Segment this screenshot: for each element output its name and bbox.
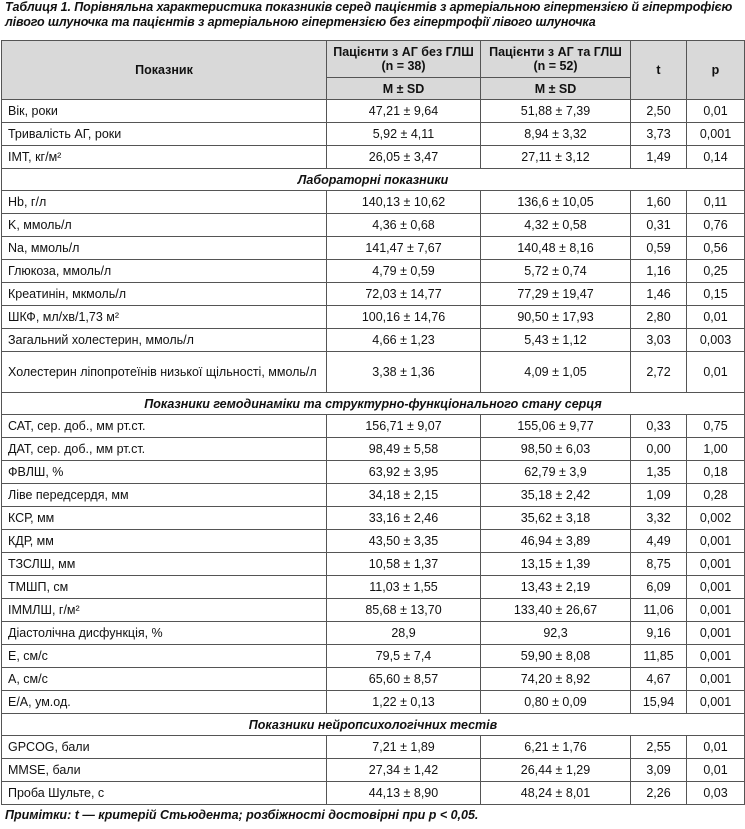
row-t-value: 2,50 — [631, 100, 687, 123]
row-group2-value: 133,40 ± 26,67 — [481, 599, 631, 622]
row-t-value: 3,32 — [631, 507, 687, 530]
row-group1-value: 34,18 ± 2,15 — [327, 484, 481, 507]
row-p-value: 0,001 — [687, 691, 745, 714]
row-t-value: 6,09 — [631, 576, 687, 599]
row-t-value: 0,00 — [631, 438, 687, 461]
table-row — [2, 645, 745, 668]
row-indicator-name: ТЗСЛШ, мм — [2, 553, 327, 576]
row-group1-value: 27,34 ± 1,42 — [327, 759, 481, 782]
row-group1-value: 26,05 ± 3,47 — [327, 146, 481, 169]
row-group1-value: 47,21 ± 9,64 — [327, 100, 481, 123]
row-p-value: 0,01 — [687, 759, 745, 782]
row-t-value: 2,55 — [631, 736, 687, 759]
row-group2-value: 4,32 ± 0,58 — [481, 214, 631, 237]
row-indicator-name: A, см/с — [2, 668, 327, 691]
row-p-value: 0,28 — [687, 484, 745, 507]
row-group2-value: 0,80 ± 0,09 — [481, 691, 631, 714]
table-row — [2, 484, 745, 507]
section-title: Лабораторні показники — [2, 169, 745, 191]
table-row — [2, 507, 745, 530]
row-t-value: 3,03 — [631, 329, 687, 352]
row-group2-value: 98,50 ± 6,03 — [481, 438, 631, 461]
row-p-value: 0,001 — [687, 645, 745, 668]
row-indicator-name: ФВЛШ, % — [2, 461, 327, 484]
row-group2-value: 13,43 ± 2,19 — [481, 576, 631, 599]
row-indicator-name: Ліве передсердя, мм — [2, 484, 327, 507]
table-row — [2, 260, 745, 283]
row-p-value: 0,001 — [687, 553, 745, 576]
header-group1: Пацієнти з АГ без ГЛШ (n = 38) — [327, 41, 481, 78]
row-p-value: 0,001 — [687, 530, 745, 553]
table-row — [2, 782, 745, 805]
row-group1-value: 43,50 ± 3,35 — [327, 530, 481, 553]
row-t-value: 4,49 — [631, 530, 687, 553]
row-indicator-name: GPCOG, бали — [2, 736, 327, 759]
row-p-value: 0,56 — [687, 237, 745, 260]
row-indicator-name: ІМТ, кг/м² — [2, 146, 327, 169]
row-t-value: 2,80 — [631, 306, 687, 329]
row-indicator-name: Вік, роки — [2, 100, 327, 123]
row-p-value: 0,76 — [687, 214, 745, 237]
table-caption: Таблиця 1. Порівняльна характеристика показників серед пацієнтів з артеріальною гіпертензією й гіпертрофією лівого шлуночка та пацієнтів з артеріальною гіпертензією без гіпертрофії лівого шлуночка — [5, 0, 733, 29]
table-row — [2, 759, 745, 782]
row-indicator-name: ТМШП, см — [2, 576, 327, 599]
table-row — [2, 123, 745, 146]
row-group2-value: 5,72 ± 0,74 — [481, 260, 631, 283]
table-row — [2, 352, 745, 393]
row-t-value: 1,09 — [631, 484, 687, 507]
row-indicator-name: КДР, мм — [2, 530, 327, 553]
row-t-value: 15,94 — [631, 691, 687, 714]
data-table — [1, 40, 745, 805]
row-indicator-name: Діастолічна дисфункція, % — [2, 622, 327, 645]
row-p-value: 0,01 — [687, 736, 745, 759]
row-p-value: 0,01 — [687, 306, 745, 329]
table-row — [2, 553, 745, 576]
row-group1-value: 4,36 ± 0,68 — [327, 214, 481, 237]
row-group2-value: 51,88 ± 7,39 — [481, 100, 631, 123]
row-indicator-name: КСР, мм — [2, 507, 327, 530]
row-indicator-name: E/A, ум.од. — [2, 691, 327, 714]
row-t-value: 3,73 — [631, 123, 687, 146]
row-indicator-name: ШКФ, мл/хв/1,73 м² — [2, 306, 327, 329]
row-group1-value: 141,47 ± 7,67 — [327, 237, 481, 260]
row-group2-value: 140,48 ± 8,16 — [481, 237, 631, 260]
row-group1-value: 72,03 ± 14,77 — [327, 283, 481, 306]
row-indicator-name: Креатинін, мкмоль/л — [2, 283, 327, 306]
row-indicator-name: Hb, г/л — [2, 191, 327, 214]
row-t-value: 1,46 — [631, 283, 687, 306]
row-t-value: 3,09 — [631, 759, 687, 782]
row-group2-value: 4,09 ± 1,05 — [481, 352, 631, 393]
table-row — [2, 461, 745, 484]
row-p-value: 0,01 — [687, 100, 745, 123]
row-group1-value: 4,79 ± 0,59 — [327, 260, 481, 283]
row-t-value: 0,59 — [631, 237, 687, 260]
row-p-value: 0,15 — [687, 283, 745, 306]
row-t-value: 2,72 — [631, 352, 687, 393]
table-row — [2, 283, 745, 306]
row-indicator-name: Глюкоза, ммоль/л — [2, 260, 327, 283]
section-header-row — [2, 714, 745, 736]
row-group2-value: 46,94 ± 3,89 — [481, 530, 631, 553]
header-msd-1: M ± SD — [327, 78, 481, 100]
header-msd-2: M ± SD — [481, 78, 631, 100]
row-group2-value: 13,15 ± 1,39 — [481, 553, 631, 576]
row-group1-value: 98,49 ± 5,58 — [327, 438, 481, 461]
row-group1-value: 1,22 ± 0,13 — [327, 691, 481, 714]
row-group1-value: 4,66 ± 1,23 — [327, 329, 481, 352]
header-group2: Пацієнти з АГ та ГЛШ (n = 52) — [481, 41, 631, 78]
row-p-value: 0,01 — [687, 352, 745, 393]
row-group1-value: 11,03 ± 1,55 — [327, 576, 481, 599]
table-row — [2, 736, 745, 759]
row-t-value: 1,16 — [631, 260, 687, 283]
row-t-value: 11,85 — [631, 645, 687, 668]
row-t-value: 1,49 — [631, 146, 687, 169]
row-t-value: 1,35 — [631, 461, 687, 484]
row-indicator-name: Загальний холестерин, ммоль/л — [2, 329, 327, 352]
row-group1-value: 63,92 ± 3,95 — [327, 461, 481, 484]
row-group1-value: 10,58 ± 1,37 — [327, 553, 481, 576]
row-group2-value: 27,11 ± 3,12 — [481, 146, 631, 169]
row-t-value: 9,16 — [631, 622, 687, 645]
row-group2-value: 59,90 ± 8,08 — [481, 645, 631, 668]
row-p-value: 1,00 — [687, 438, 745, 461]
row-group1-value: 28,9 — [327, 622, 481, 645]
row-indicator-name: K, ммоль/л — [2, 214, 327, 237]
row-indicator-name: ІММЛШ, г/м² — [2, 599, 327, 622]
row-p-value: 0,001 — [687, 668, 745, 691]
section-header-row — [2, 393, 745, 415]
row-group2-value: 8,94 ± 3,32 — [481, 123, 631, 146]
table-note: Примітки: t — критерій Стьюдента; розбіжності достовірні при p < 0,05. — [5, 808, 479, 822]
row-p-value: 0,03 — [687, 782, 745, 805]
row-group2-value: 77,29 ± 19,47 — [481, 283, 631, 306]
row-group1-value: 65,60 ± 8,57 — [327, 668, 481, 691]
table-row — [2, 668, 745, 691]
table-row — [2, 329, 745, 352]
header-p: p — [687, 41, 745, 100]
row-t-value: 0,31 — [631, 214, 687, 237]
row-group2-value: 155,06 ± 9,77 — [481, 415, 631, 438]
row-group2-value: 62,79 ± 3,9 — [481, 461, 631, 484]
row-p-value: 0,75 — [687, 415, 745, 438]
table-row — [2, 415, 745, 438]
table-row — [2, 691, 745, 714]
header-indicator: Показник — [2, 41, 327, 100]
row-group2-value: 74,20 ± 8,92 — [481, 668, 631, 691]
row-group1-value: 44,13 ± 8,90 — [327, 782, 481, 805]
row-t-value: 8,75 — [631, 553, 687, 576]
row-group2-value: 6,21 ± 1,76 — [481, 736, 631, 759]
table-body — [2, 100, 745, 805]
row-p-value: 0,18 — [687, 461, 745, 484]
row-group2-value: 136,6 ± 10,05 — [481, 191, 631, 214]
table-row — [2, 191, 745, 214]
row-t-value: 1,60 — [631, 191, 687, 214]
header-t: t — [631, 41, 687, 100]
section-header-row — [2, 169, 745, 191]
row-indicator-name: Na, ммоль/л — [2, 237, 327, 260]
row-p-value: 0,11 — [687, 191, 745, 214]
table-row — [2, 146, 745, 169]
row-indicator-name: САТ, сер. доб., мм рт.ст. — [2, 415, 327, 438]
section-title: Показники нейропсихологічних тестів — [2, 714, 745, 736]
table-row — [2, 100, 745, 123]
row-group1-value: 156,71 ± 9,07 — [327, 415, 481, 438]
table-row — [2, 599, 745, 622]
row-group2-value: 35,18 ± 2,42 — [481, 484, 631, 507]
row-p-value: 0,001 — [687, 123, 745, 146]
table-row — [2, 438, 745, 461]
table-row — [2, 306, 745, 329]
row-group2-value: 92,3 — [481, 622, 631, 645]
row-group2-value: 26,44 ± 1,29 — [481, 759, 631, 782]
row-group1-value: 85,68 ± 13,70 — [327, 599, 481, 622]
row-indicator-name: Проба Шульте, с — [2, 782, 327, 805]
table-row — [2, 237, 745, 260]
row-t-value: 11,06 — [631, 599, 687, 622]
row-p-value: 0,003 — [687, 329, 745, 352]
row-group1-value: 100,16 ± 14,76 — [327, 306, 481, 329]
table-row — [2, 576, 745, 599]
row-t-value: 0,33 — [631, 415, 687, 438]
row-group1-value: 79,5 ± 7,4 — [327, 645, 481, 668]
row-group2-value: 48,24 ± 8,01 — [481, 782, 631, 805]
row-group2-value: 5,43 ± 1,12 — [481, 329, 631, 352]
row-indicator-name: MMSE, бали — [2, 759, 327, 782]
row-t-value: 2,26 — [631, 782, 687, 805]
table-header — [2, 41, 745, 100]
row-indicator-name: E, см/с — [2, 645, 327, 668]
row-indicator-name: Тривалість АГ, роки — [2, 123, 327, 146]
row-group1-value: 33,16 ± 2,46 — [327, 507, 481, 530]
row-p-value: 0,001 — [687, 599, 745, 622]
section-title: Показники гемодинаміки та структурно-функціонального стану серця — [2, 393, 745, 415]
row-indicator-name: Холестерин ліпопротеїнів низької щільності, ммоль/л — [2, 352, 327, 393]
row-group2-value: 35,62 ± 3,18 — [481, 507, 631, 530]
table-row — [2, 622, 745, 645]
row-p-value: 0,14 — [687, 146, 745, 169]
table-row — [2, 214, 745, 237]
row-group1-value: 140,13 ± 10,62 — [327, 191, 481, 214]
row-p-value: 0,001 — [687, 622, 745, 645]
row-group1-value: 7,21 ± 1,89 — [327, 736, 481, 759]
row-p-value: 0,25 — [687, 260, 745, 283]
row-group2-value: 90,50 ± 17,93 — [481, 306, 631, 329]
row-group1-value: 5,92 ± 4,11 — [327, 123, 481, 146]
table-row — [2, 530, 745, 553]
row-group1-value: 3,38 ± 1,36 — [327, 352, 481, 393]
row-indicator-name: ДАТ, сер. доб., мм рт.ст. — [2, 438, 327, 461]
row-p-value: 0,002 — [687, 507, 745, 530]
row-p-value: 0,001 — [687, 576, 745, 599]
row-t-value: 4,67 — [631, 668, 687, 691]
